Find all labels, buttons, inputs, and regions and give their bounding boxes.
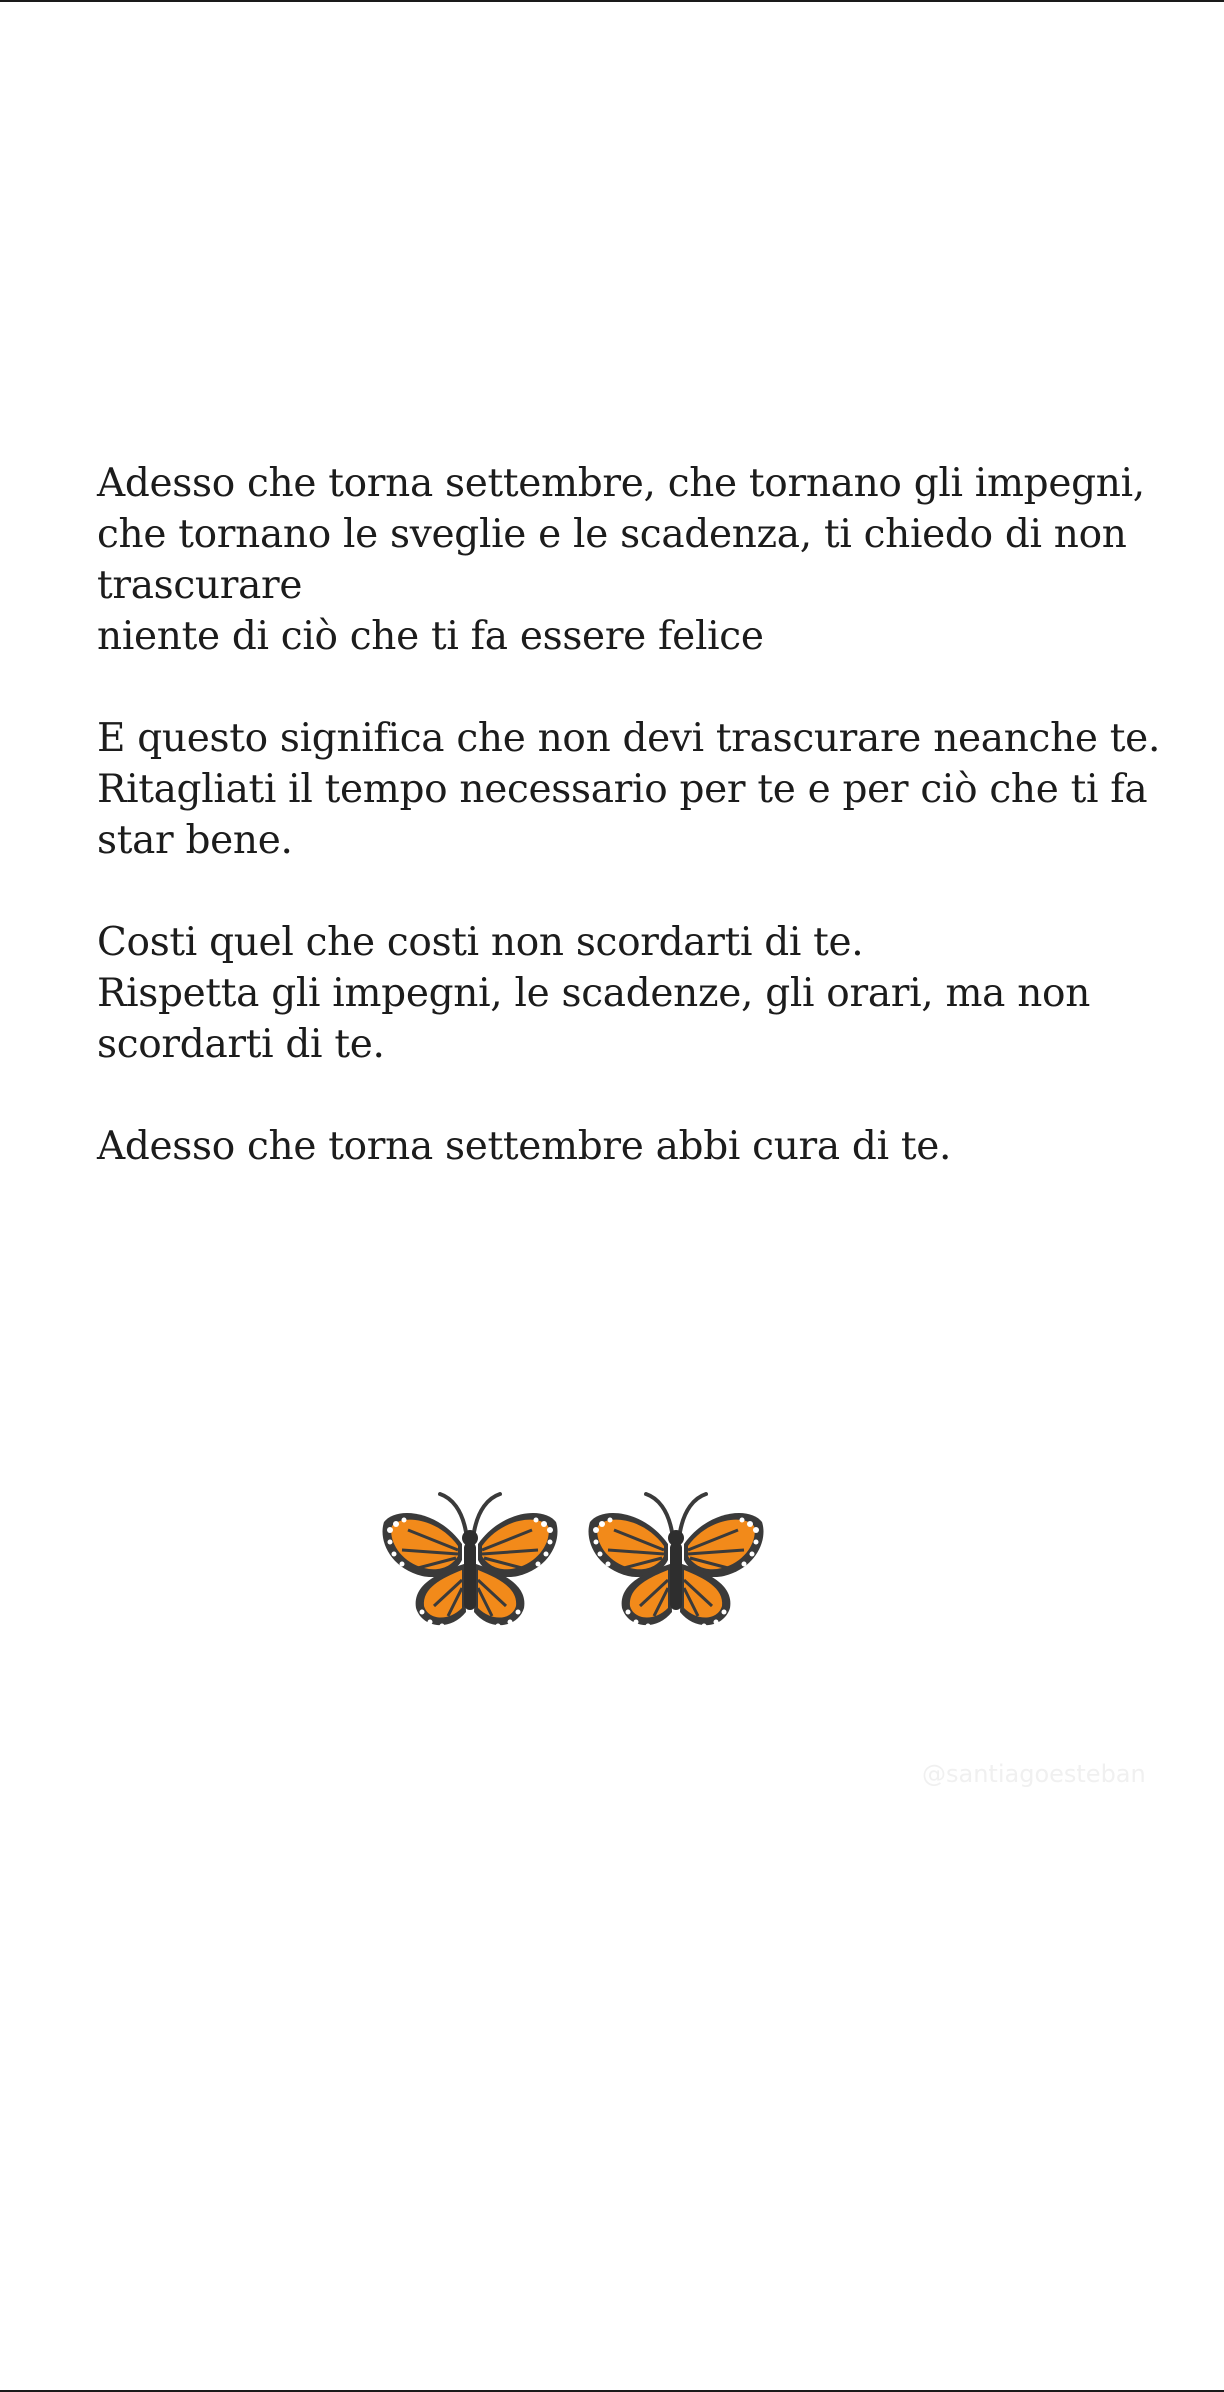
text-line: che tornano le sveglie e le scadenza, ti chiedo di non: [97, 512, 1127, 557]
text-line: E questo significa che non devi trascurare neanche te.: [97, 716, 1161, 761]
text-line: Costi quel che costi non scordarti di te.: [97, 920, 864, 965]
text-line: star bene.: [97, 818, 293, 863]
text-line: Adesso che torna settembre abbi cura di te.: [97, 1124, 952, 1169]
paragraph-1: [97, 458, 1177, 662]
text-line: scordarti di te.: [97, 1022, 385, 1067]
paragraph-2: [97, 713, 1177, 866]
butterfly-icon: [584, 1480, 768, 1640]
paragraph-4: [97, 1121, 1177, 1172]
text-line: Adesso che torna settembre, che tornano gli impegni,: [97, 461, 1145, 506]
watermark-text: @santiagoesteban: [922, 1760, 1146, 1788]
text-line: Ritagliati il tempo necessario per te e per ciò che ti fa: [97, 767, 1148, 812]
butterfly-decoration: [378, 1480, 768, 1640]
top-border: [0, 0, 1224, 2]
paragraph-3: [97, 917, 1177, 1070]
butterfly-icon: [378, 1480, 562, 1640]
text-line: trascurare: [97, 563, 303, 608]
text-line: niente di ciò che ti fa essere felice: [97, 614, 764, 659]
poem-text: [97, 458, 1177, 1223]
text-line: Rispetta gli impegni, le scadenze, gli orari, ma non: [97, 971, 1091, 1016]
